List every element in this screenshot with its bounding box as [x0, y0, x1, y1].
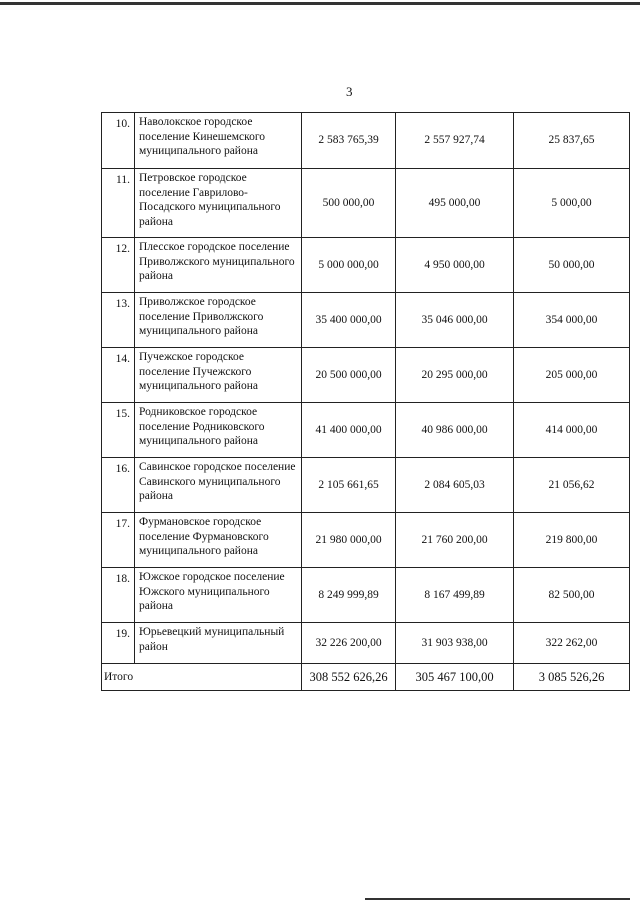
- amount-total: 500 000,00: [302, 169, 396, 238]
- row-number: 18.: [102, 568, 135, 623]
- municipality-name: Савинское городское поселение Савинского муниципального района: [135, 458, 302, 513]
- municipality-name: Юрьевецкий муниципальный район: [135, 623, 302, 664]
- table-row: [102, 458, 630, 513]
- amount-regional: 8 167 499,89: [396, 568, 514, 623]
- amount-local: 205 000,00: [514, 348, 630, 403]
- table-row: [102, 238, 630, 293]
- total-regional: 305 467 100,00: [396, 664, 514, 691]
- row-number: 12.: [102, 238, 135, 293]
- amount-local: 5 000,00: [514, 169, 630, 238]
- amount-regional: 2 084 605,03: [396, 458, 514, 513]
- municipality-name: Плесское городское поселение Приволжского муниципального района: [135, 238, 302, 293]
- municipality-name: Южское городское поселение Южского муниципального района: [135, 568, 302, 623]
- row-number: 19.: [102, 623, 135, 664]
- amount-local: 21 056,62: [514, 458, 630, 513]
- table-row: [102, 623, 630, 664]
- municipality-name: Петровское городское поселение Гаврилово-Посадского муниципального района: [135, 169, 302, 238]
- amount-total: 32 226 200,00: [302, 623, 396, 664]
- amount-regional: 21 760 200,00: [396, 513, 514, 568]
- municipality-name: Родниковское городское поселение Родниковского муниципального района: [135, 403, 302, 458]
- amount-local: 50 000,00: [514, 238, 630, 293]
- amount-regional: 4 950 000,00: [396, 238, 514, 293]
- amount-total: 8 249 999,89: [302, 568, 396, 623]
- total-label: Итого: [102, 664, 302, 691]
- table-row: [102, 403, 630, 458]
- bottom-rule: [365, 898, 630, 900]
- allocation-table: [101, 112, 630, 691]
- amount-total: 41 400 000,00: [302, 403, 396, 458]
- row-number: 10.: [102, 113, 135, 169]
- amount-total: 20 500 000,00: [302, 348, 396, 403]
- table-row: [102, 169, 630, 238]
- amount-local: 82 500,00: [514, 568, 630, 623]
- table-row: [102, 293, 630, 348]
- row-number: 13.: [102, 293, 135, 348]
- total-local: 3 085 526,26: [514, 664, 630, 691]
- municipality-name: Приволжское городское поселение Приволжского муниципального района: [135, 293, 302, 348]
- municipality-name: Наволокское городское поселение Кинешемского муниципального района: [135, 113, 302, 169]
- page-number: 3: [346, 84, 353, 99]
- amount-local: 414 000,00: [514, 403, 630, 458]
- amount-regional: 35 046 000,00: [396, 293, 514, 348]
- row-number: 11.: [102, 169, 135, 238]
- amount-regional: 2 557 927,74: [396, 113, 514, 169]
- amount-total: 5 000 000,00: [302, 238, 396, 293]
- row-number: 17.: [102, 513, 135, 568]
- amount-total: 21 980 000,00: [302, 513, 396, 568]
- amount-regional: 20 295 000,00: [396, 348, 514, 403]
- amount-total: 2 583 765,39: [302, 113, 396, 169]
- municipality-name: Фурмановское городское поселение Фурмановского муниципального района: [135, 513, 302, 568]
- amount-total: 2 105 661,65: [302, 458, 396, 513]
- amount-regional: 40 986 000,00: [396, 403, 514, 458]
- row-number: 14.: [102, 348, 135, 403]
- row-number: 15.: [102, 403, 135, 458]
- amount-regional: 495 000,00: [396, 169, 514, 238]
- table-row: [102, 348, 630, 403]
- amount-local: 219 800,00: [514, 513, 630, 568]
- total-row: [102, 664, 630, 691]
- row-number: 16.: [102, 458, 135, 513]
- municipality-name: Пучежское городское поселение Пучежского муниципального района: [135, 348, 302, 403]
- amount-local: 322 262,00: [514, 623, 630, 664]
- table-row: [102, 513, 630, 568]
- amount-total: 35 400 000,00: [302, 293, 396, 348]
- total-amount: 308 552 626,26: [302, 664, 396, 691]
- table-row: [102, 568, 630, 623]
- table-row: [102, 113, 630, 169]
- amount-regional: 31 903 938,00: [396, 623, 514, 664]
- amount-local: 354 000,00: [514, 293, 630, 348]
- amount-local: 25 837,65: [514, 113, 630, 169]
- top-border-line: [0, 2, 640, 5]
